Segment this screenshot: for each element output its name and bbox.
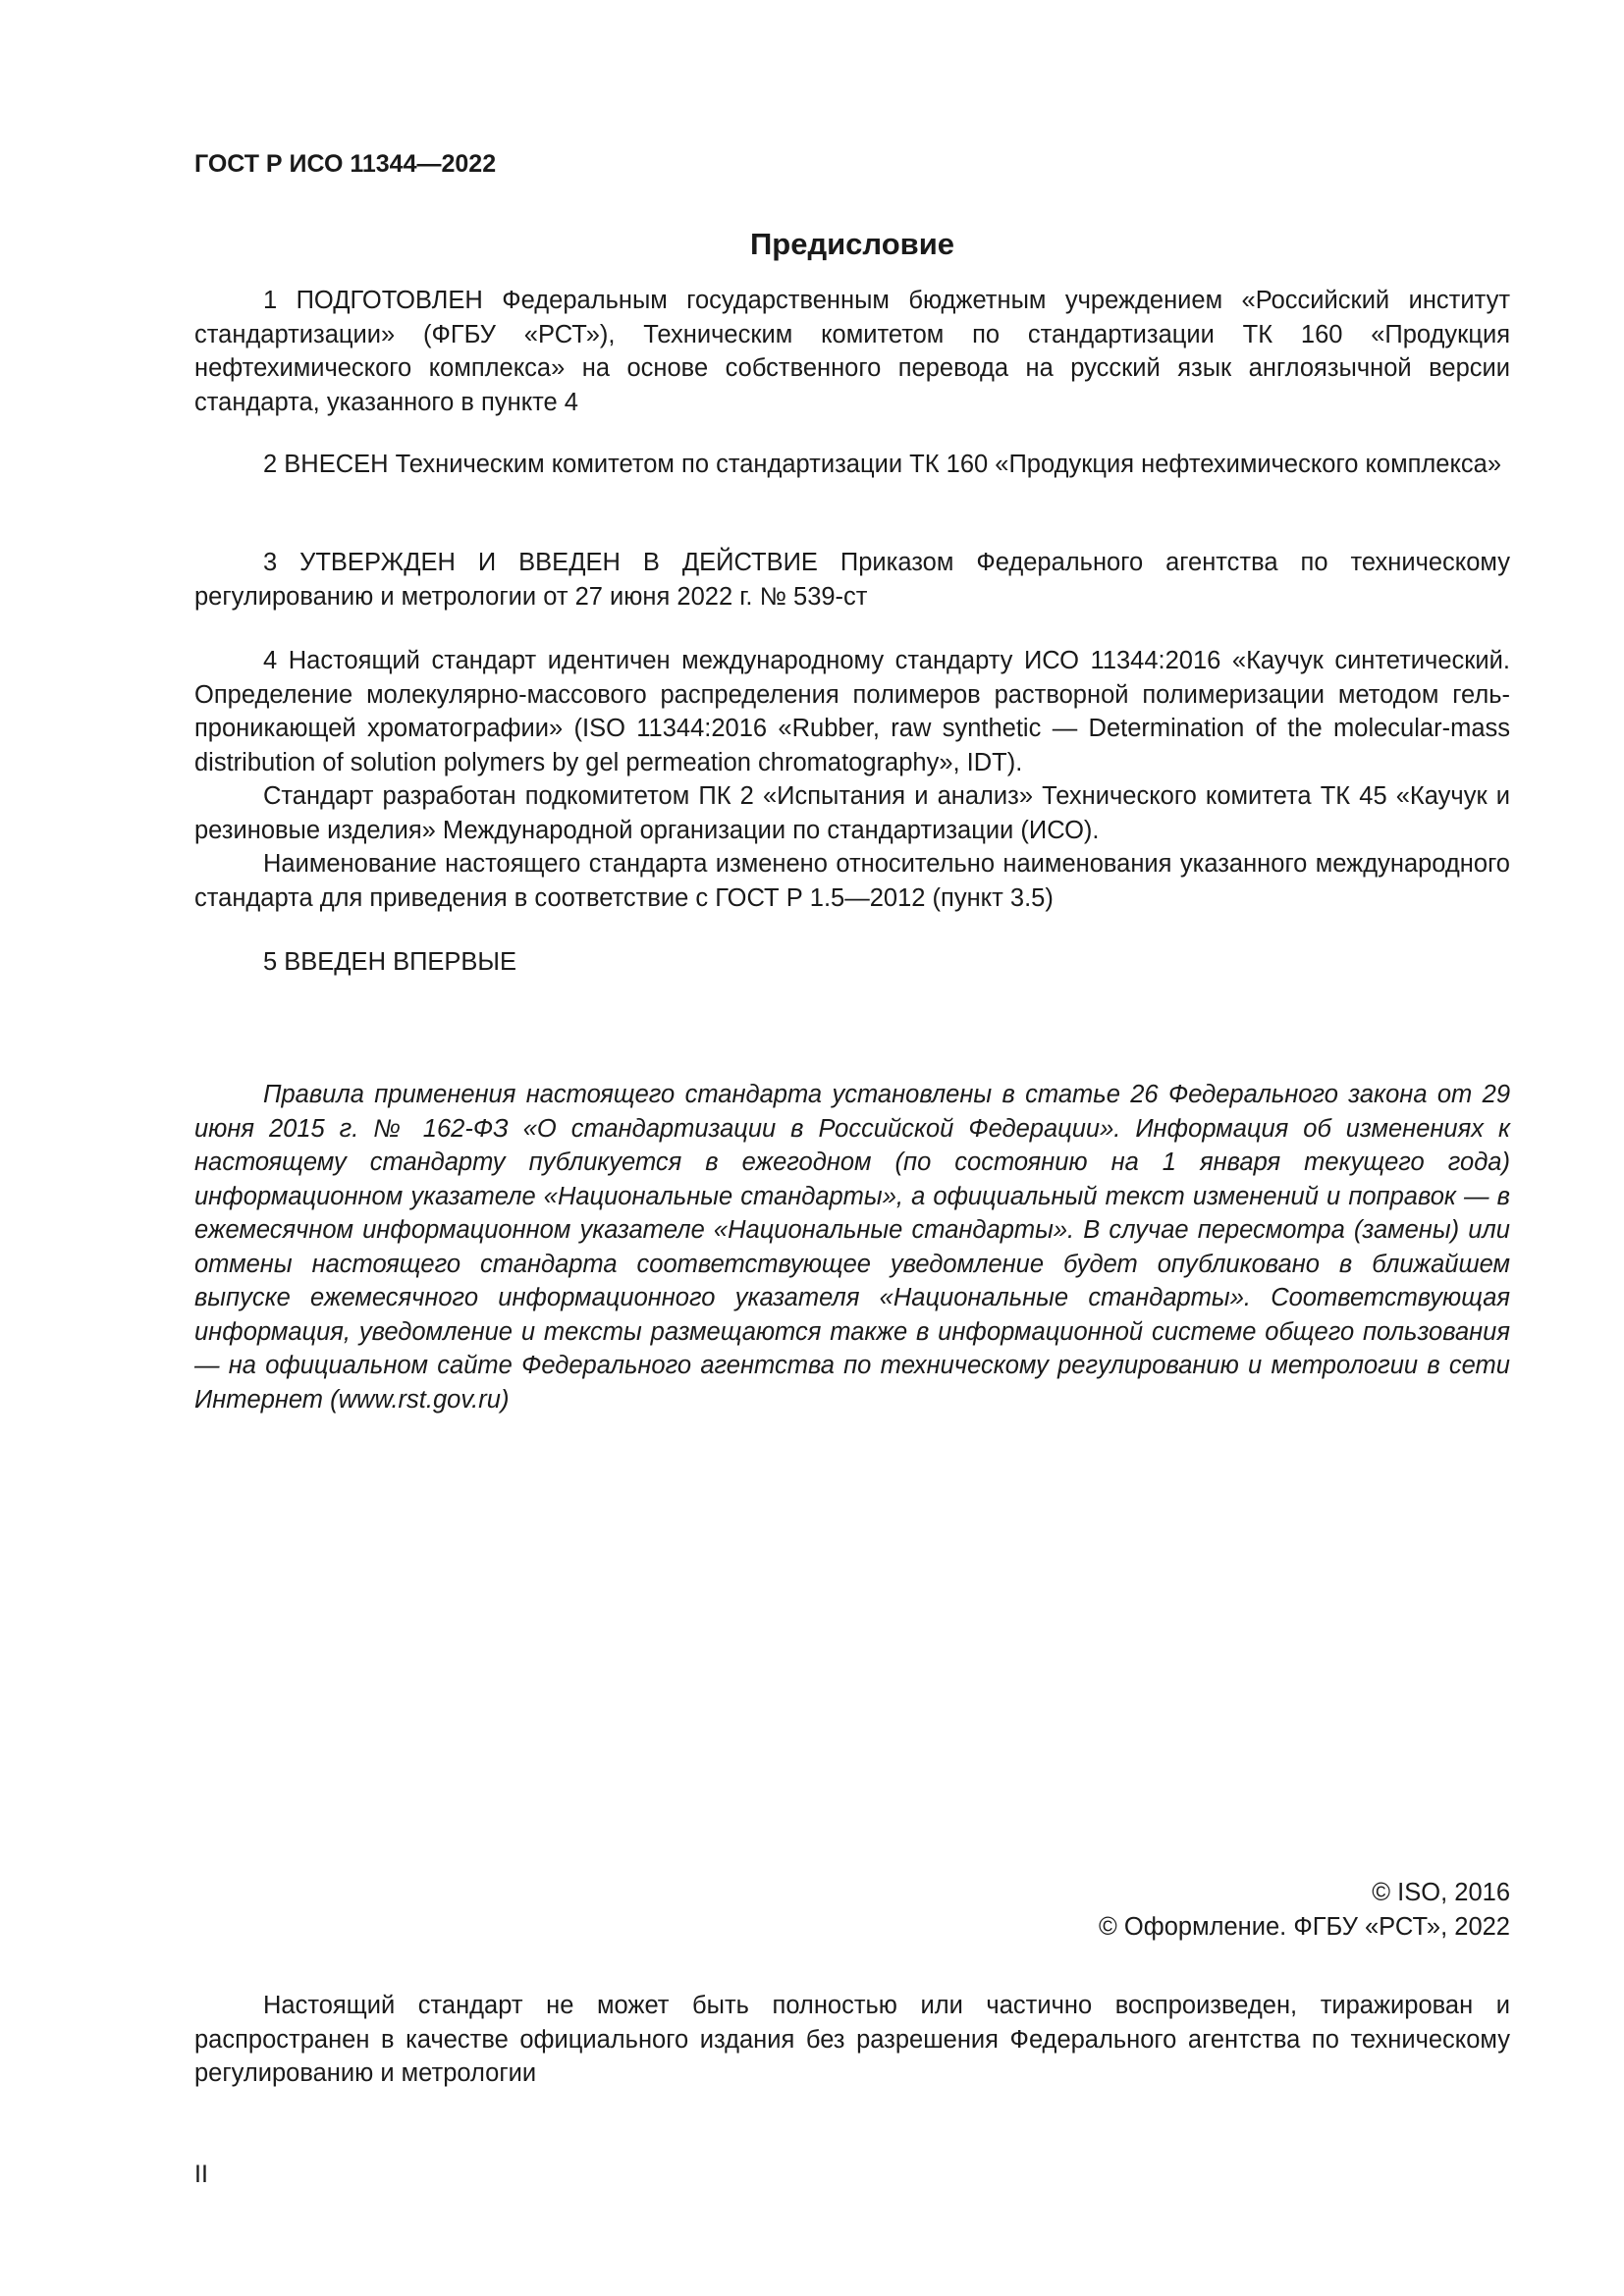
page-title: Предисловие xyxy=(749,227,954,261)
preface-item-5: 5 ВВЕДЕН ВПЕРВЫЕ xyxy=(263,948,517,976)
preface-item-4: 4 Настоящий стандарт идентичен международному стандарту ИСО 11344:2016 «Каучук синтетический. Определение молекулярно-массового распределения полимеров растворной полимеризации методом гель-проникающей хроматографии» (ISO 11344:2016 «Rubber, raw synthetic — Determination of the molecular-mass distribution of solution polymers by gel permeation chromatography», IDT). xyxy=(194,647,1510,776)
application-rules-notice: Правила применения настоящего стандарта установлены в статье 26 Федерального закона от 29 июня 2015 г. № 162-ФЗ «О стандартизации в Российской Федерации». Информация об изменениях к настоящему стандарту публикуется в ежегодном (по состоянию на 1 января текущего года) информационном указателе «Национальные стандарты», а официальный текст изменений и поправок — в ежемесячном информационном указателе «Национальные стандарты». В случае пересмотра (замены) или отмены настоящего стандарта соответствующее уведомление будет опубликовано в ближайшем выпуске ежемесячного информационного указателя «Национальные стандарты». Соответствующая информация, уведомление и тексты размещаются также в информационной системе общего пользования — на официальном сайте Федерального агентства по техническому регулированию и метрологии в сети Интернет (www.rst.gov.ru) xyxy=(194,1081,1510,1414)
preface-item-2: 2 ВНЕСЕН Техническим комитетом по стандартизации ТК 160 «Продукция нефтехимического комплекса» xyxy=(263,451,1502,478)
page-number: II xyxy=(194,2161,208,2188)
document-code-header: ГОСТ Р ИСО 11344—2022 xyxy=(194,150,497,178)
preface-item-4-developer: Стандарт разработан подкомитетом ПК 2 «Испытания и анализ» Технического комитета ТК 45 «Каучук и резиновые изделия» Международной организации по стандартизации (ИСО). xyxy=(194,782,1510,844)
preface-item-3: 3 УТВЕРЖДЕН И ВВЕДЕН В ДЕЙСТВИЕ Приказом Федерального агентства по техническому регулированию и метрологии от 27 июня 2022 г. № 539-ст xyxy=(194,549,1510,611)
copyright-block xyxy=(194,1876,1510,1944)
preface-item-4-title-change: Наименование настоящего стандарта изменено относительно наименования указанного международного стандарта для приведения в соответствие с ГОСТ Р 1.5—2012 (пункт 3.5) xyxy=(194,850,1510,912)
copyright-iso: © ISO, 2016 xyxy=(1372,1879,1510,1906)
preface-item-1: 1 ПОДГОТОВЛЕН Федеральным государственным бюджетным учреждением «Российский институт стандартизации» (ФГБУ «РСТ»), Техническим комитетом по стандартизации ТК 160 «Продукция нефтехимического комплекса» на основе собственного перевода на русский язык англоязычной версии стандарта, указанного в пункте 4 xyxy=(194,287,1510,416)
reproduction-notice: Настоящий стандарт не может быть полностью или частично воспроизведен, тиражирован и распространен в качестве официального издания без разрешения Федерального агентства по техническому регулированию и метрологии xyxy=(194,1992,1510,2087)
copyright-rst: © Оформление. ФГБУ «РСТ», 2022 xyxy=(1099,1912,1510,1941)
